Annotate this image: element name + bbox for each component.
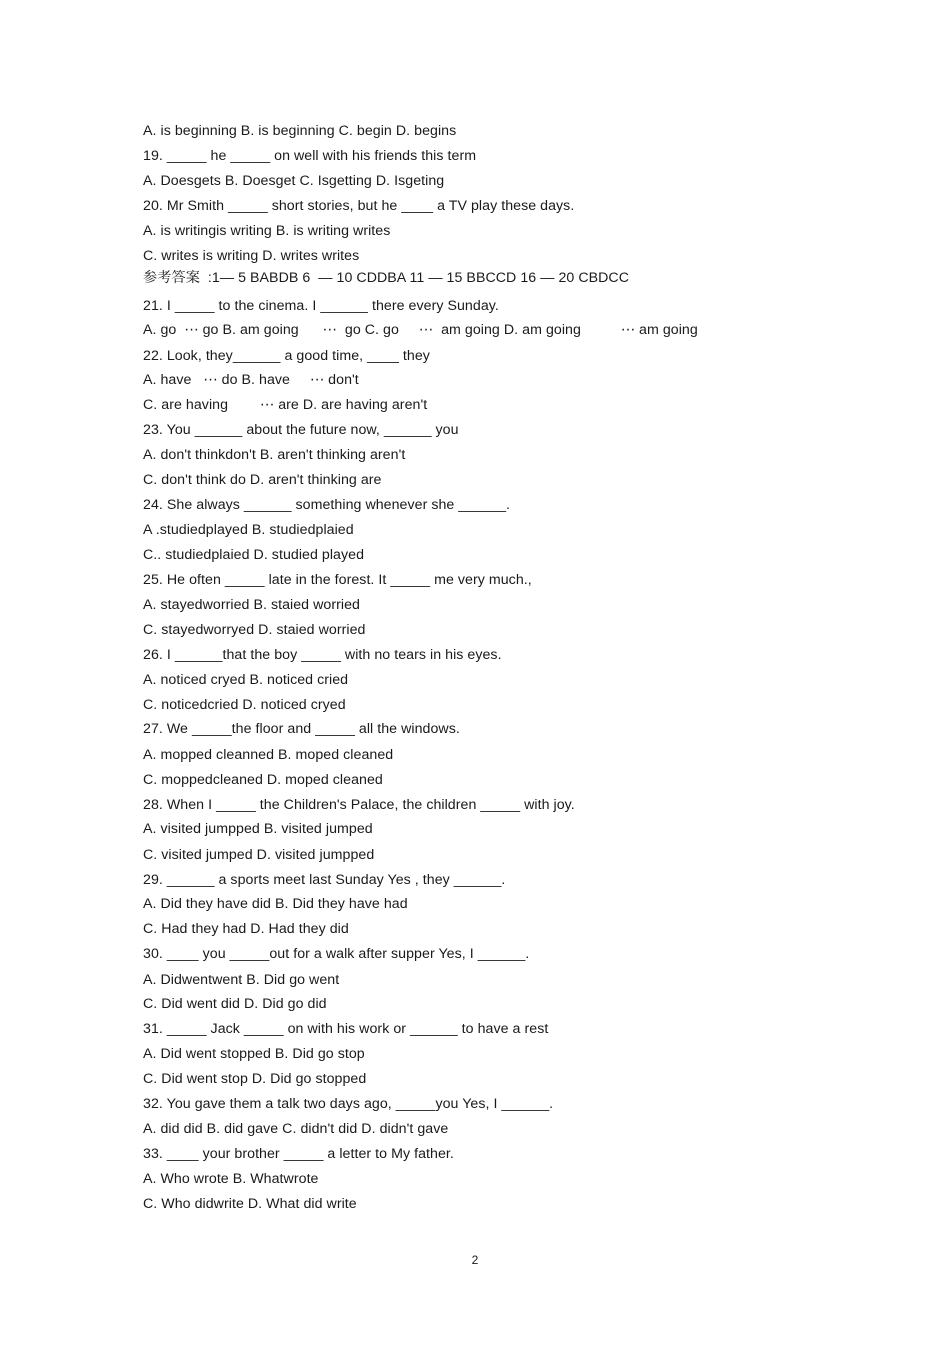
text-line: C. Had they had D. Had they did xyxy=(143,921,349,937)
text-line: C. visited jumped D. visited jumpped xyxy=(143,847,375,863)
text-line: C. Who didwrite D. What did write xyxy=(143,1196,357,1212)
text-line: A. Doesgets B. Doesget C. Isgetting D. Isgeting xyxy=(143,173,445,189)
text-line: C.. studiedplaied D. studied played xyxy=(143,547,365,563)
text-line: A. visited jumpped B. visited jumped xyxy=(143,821,373,837)
text-line: A .studiedplayed B. studiedplaied xyxy=(143,522,354,538)
text-line: A. stayedworried B. staied worried xyxy=(143,597,360,613)
answer-key-line: 参考答案 :1— 5 BABDB 6 — 10 CDDBA 11 — 15 BBCCD 16 — 20 CBDCC xyxy=(143,270,630,286)
page-number: 2 xyxy=(471,1253,479,1267)
text-line: A. Did went stopped B. Did go stop xyxy=(143,1046,365,1062)
text-line: A. Didwentwent B. Did go went xyxy=(143,972,340,988)
text-line: A. did did B. did gave C. didn't did D. didn't gave xyxy=(143,1121,449,1137)
text-line: A. go ⋯ go B. am going ⋯ go C. go ⋯ am going D. am going ⋯ am going xyxy=(143,322,698,338)
question-line: 32. You gave them a talk two days ago, _____you Yes, I ______. xyxy=(143,1096,554,1112)
question-line: 23. You ______ about the future now, ______ you xyxy=(143,422,459,438)
question-line: 30. ____ you _____out for a walk after supper Yes, I ______. xyxy=(143,946,530,962)
question-line: 26. I ______that the boy _____ with no tears in his eyes. xyxy=(143,647,502,663)
text-line: A. Who wrote B. Whatwrote xyxy=(143,1171,319,1187)
text-line: A. is beginning B. is beginning C. begin D. begins xyxy=(143,123,457,139)
question-line: 20. Mr Smith _____ short stories, but he ____ a TV play these days. xyxy=(143,198,575,214)
question-line: 22. Look, they______ a good time, ____ they xyxy=(143,348,430,364)
question-line: 28. When I _____ the Children's Palace, the children _____ with joy. xyxy=(143,797,575,813)
question-line: 27. We _____the floor and _____ all the windows. xyxy=(143,721,460,737)
text-line: C. Did went did D. Did go did xyxy=(143,996,327,1012)
text-line: A. is writingis writing B. is writing writes xyxy=(143,223,391,239)
text-line: C. don't think do D. aren't thinking are xyxy=(143,472,382,488)
text-line: C. Did went stop D. Did go stopped xyxy=(143,1071,367,1087)
question-line: 31. _____ Jack _____ on with his work or ______ to have a rest xyxy=(143,1021,549,1037)
text-line: C. noticedcried D. noticed cryed xyxy=(143,697,346,713)
text-line: C. stayedworryed D. staied worried xyxy=(143,622,366,638)
question-line: 21. I _____ to the cinema. I ______ there every Sunday. xyxy=(143,298,499,314)
text-line: C. are having ⋯ are D. are having aren't xyxy=(143,397,428,413)
text-line: A. mopped cleanned B. moped cleaned xyxy=(143,747,394,763)
text-line: A. noticed cryed B. noticed cried xyxy=(143,672,349,688)
question-line: 33. ____ your brother _____ a letter to My father. xyxy=(143,1146,454,1162)
question-line: 19. _____ he _____ on well with his friends this term xyxy=(143,148,477,164)
question-line: 24. She always ______ something whenever she ______. xyxy=(143,497,510,513)
text-line: A. Did they have did B. Did they have had xyxy=(143,896,408,912)
text-line: A. don't thinkdon't B. aren't thinking aren't xyxy=(143,447,406,463)
question-line: 29. ______ a sports meet last Sunday Yes , they ______. xyxy=(143,872,506,888)
text-line: C. writes is writing D. writes writes xyxy=(143,248,360,264)
text-line: C. moppedcleaned D. moped cleaned xyxy=(143,772,383,788)
question-line: 25. He often _____ late in the forest. It _____ me very much., xyxy=(143,572,532,588)
text-line: A. have ⋯ do B. have ⋯ don't xyxy=(143,372,359,388)
